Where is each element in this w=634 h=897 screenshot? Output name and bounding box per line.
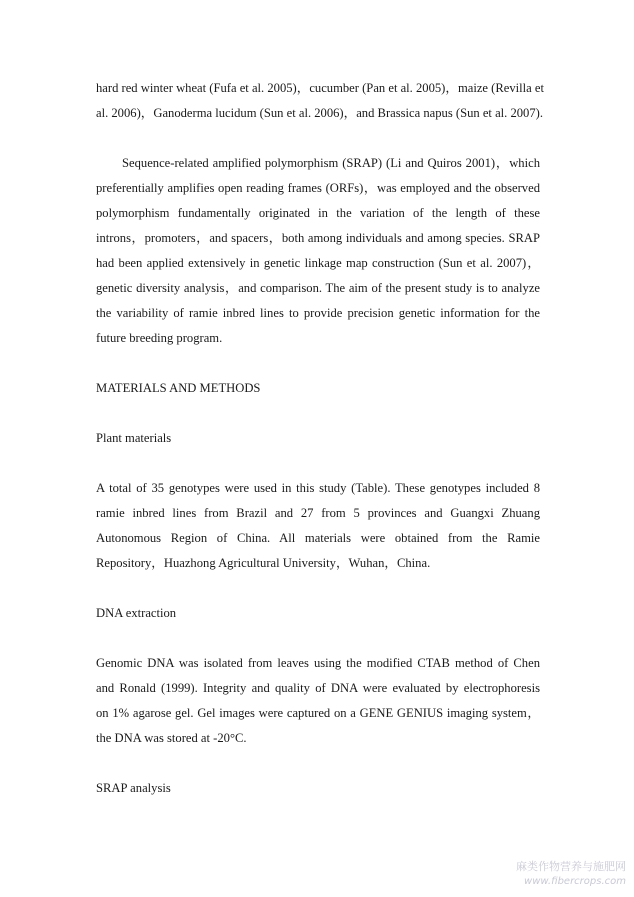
paragraph-line: Repository，Huazhong Agricultural University，Wuhan，China. [96,556,431,570]
paragraph-intro [96,76,544,126]
paragraph-dna-extraction [96,651,540,751]
watermark-chinese-text: 麻类作物营养与施肥网 [516,860,626,873]
paragraph-line: genetic diversity analysis，and comparison. The aim of the present study is to analyze [96,281,540,295]
paragraph-line: ramie inbred lines from Brazil and 27 from 5 provinces and Guangxi Zhuang [96,506,540,520]
watermark-url: www.fibercrops.com [524,876,626,887]
subsection-heading-srap-analysis: SRAP analysis [96,781,171,795]
paragraph-line: preferentially amplifies open reading frames (ORFs)，was employed and the observed [96,181,540,195]
subsection-heading-plant-materials: Plant materials [96,431,172,445]
subsection-heading-dna-extraction: DNA extraction [96,606,177,620]
paragraph-plant-materials [96,476,540,576]
paragraph-line: the DNA was stored at -20°C. [96,731,247,745]
paragraph-line: al. 2006)，Ganoderma lucidum (Sun et al. 2006)，and Brassica napus (Sun et al. 2007). [96,106,543,120]
paragraph-line: introns，promoters，and spacers，both among individuals and among species. SRAP [96,231,540,245]
paragraph-line: the variability of ramie inbred lines to provide precision genetic information for the [96,306,540,320]
site-watermark [516,859,626,889]
paragraph-line: and Ronald (1999). Integrity and quality of DNA were evaluated by electrophoresis [96,681,540,695]
paragraph-line: had been applied extensively in genetic linkage map construction (Sun et al. 2007)， [96,256,540,270]
paragraph-line: Sequence-related amplified polymorphism (SRAP) (Li and Quiros 2001)，which [122,156,540,170]
paragraph-line: Genomic DNA was isolated from leaves using the modified CTAB method of Chen [96,656,540,670]
paragraph-line: A total of 35 genotypes were used in this study (Table). These genotypes included 8 [96,481,540,495]
section-heading-materials-methods: MATERIALS AND METHODS [96,381,261,395]
paragraph-line: polymorphism fundamentally originated in the variation of the length of these [96,206,540,220]
paragraph-line: future breeding program. [96,331,223,345]
paragraph-line: on 1% agarose gel. Gel images were captured on a GENE GENIUS imaging system， [96,706,540,720]
paragraph-line: Autonomous Region of China. All materials were obtained from the Ramie [96,531,540,545]
paragraph-line: hard red winter wheat (Fufa et al. 2005)，cucumber (Pan et al. 2005)，maize (Revilla et [96,81,544,95]
paragraph-srap-intro [96,151,540,351]
